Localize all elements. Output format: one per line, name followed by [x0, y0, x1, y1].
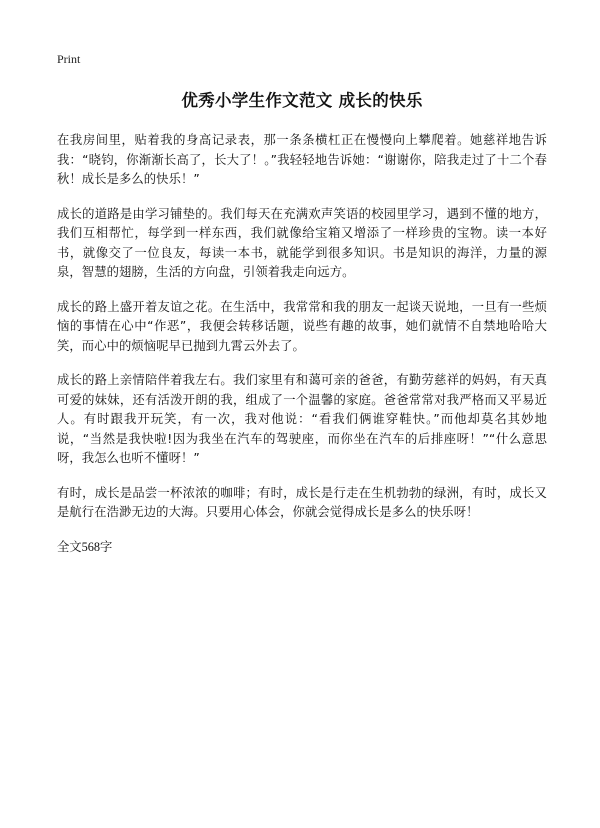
article-title: 优秀小学生作文范文 成长的快乐 [181, 91, 423, 110]
word-count: 全文568字 [57, 539, 113, 554]
paragraph-3: 成长的路上盛开着友谊之花。在生活中，我常常和我的朋友一起谈天说地，一旦有一些烦恼的事情在心中“作恶”，我便会转移话题，说些有趣的故事，她们就情不自禁地哈哈大笑，而心中的烦恼呢早已抛到九霄云外去了。 [57, 299, 547, 353]
paragraph-5: 有时，成长是品尝一杯浓浓的咖啡；有时，成长是行走在生机勃勃的绿洲，有时，成长又是航行在浩渺无边的大海。只要用心体会，你就会觉得成长是多么的快乐呀！ [57, 485, 547, 519]
article-body [57, 131, 547, 523]
paragraph-1: 在我房间里，贴着我的身高记录表，那一条条横杠正在慢慢向上攀爬着。她慈祥地告诉我：“晓钧，你渐渐长高了，长大了！。”我轻轻地告诉她：“谢谢你，陪我走过了十二个春秋！成长是多么的快乐！” [57, 133, 547, 186]
document-page [57, 48, 547, 556]
paragraph-4: 成长的路上亲情陪伴着我左右。我们家里有和蔼可亲的爸爸，有勤劳慈祥的妈妈，有天真可爱的妹妹，还有活泼开朗的我，组成了一个温馨的家庭。爸爸常常对我严格而又平易近人。有时跟我开玩笑，有一次，我对他说：“看我们俩谁穿鞋快。”而他却莫名其妙地说，“当然是我快啦!因为我坐在汽车的驾驶座，而你坐在汽车的后排座呀！”“什么意思呀，我怎么也听不懂呀！” [57, 373, 547, 465]
paragraph-2: 成长的道路是由学习铺垫的。我们每天在充满欢声笑语的校园里学习，遇到不懂的地方，我们互相帮忙，每学到一样东西，我们就像给宝箱又增添了一样珍贵的宝物。读一本好书，就像交了一位良友，每读一本书，就能学到很多知识。书是知识的海洋，力量的源泉，智慧的翅膀，生活的方向盘，引领着我走向远方。 [57, 206, 547, 279]
print-link[interactable]: Print [57, 52, 81, 66]
